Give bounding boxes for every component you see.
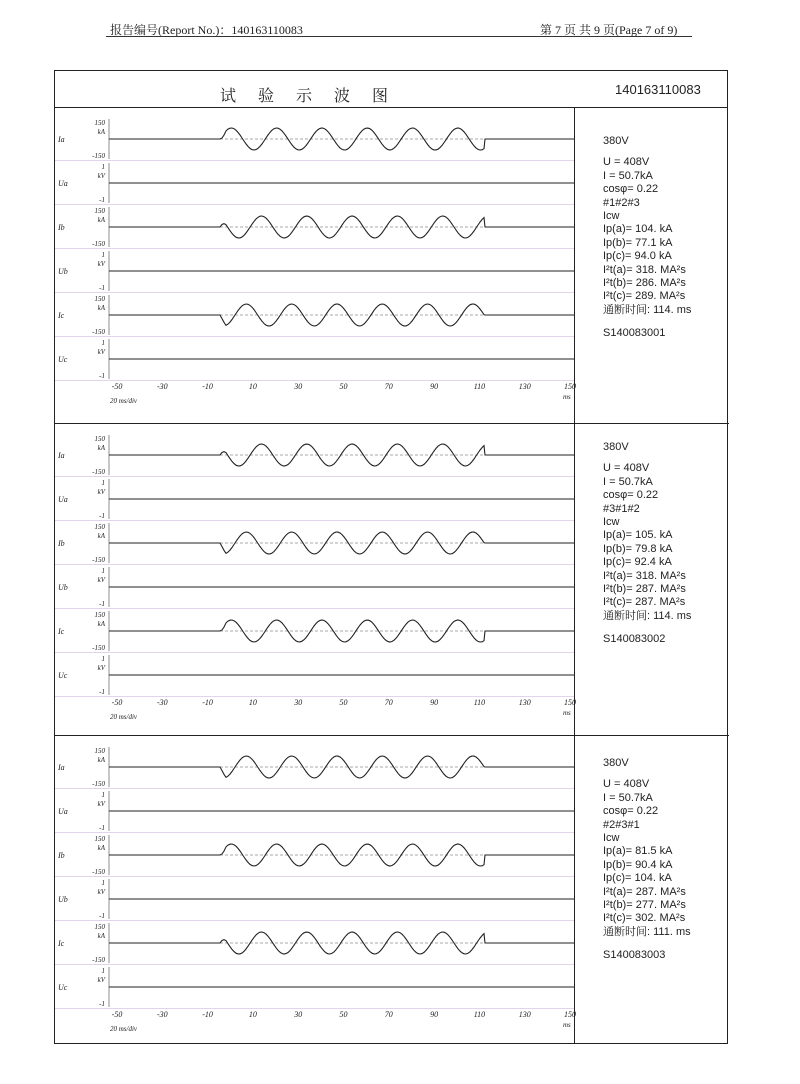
channel-scale-top: 150 (94, 207, 105, 215)
x-tick-label: 110 (473, 382, 486, 391)
channel-unit: kV (97, 576, 105, 584)
channel-unit: kA (97, 932, 105, 940)
x-tick-label: -50 (111, 1010, 123, 1019)
channel-unit: kV (97, 800, 105, 808)
channel-name: Uc (58, 355, 68, 364)
test-ipc: Ip(c)= 92.4 kA (603, 556, 672, 569)
channel-scale-bottom: -1 (99, 512, 105, 520)
test-i: I = 50.7kA (603, 791, 653, 804)
channel-scale-top: 150 (94, 611, 105, 619)
test-i2ta: I²t(a)= 318. MA²s (603, 569, 686, 582)
channel-unit: kA (97, 304, 105, 312)
channel-scale-bottom: -150 (92, 556, 105, 564)
channel-name: Ub (58, 267, 68, 276)
channel-scale-bottom: -1 (99, 912, 105, 920)
channel-scale-top: 1 (101, 967, 105, 975)
channel-scale-top: 1 (101, 567, 105, 575)
x-tick-label: 50 (339, 698, 348, 707)
test-sample-id: S140083003 (603, 949, 666, 962)
x-tick-label: 150 (564, 1010, 576, 1019)
channel-name: Ub (58, 895, 68, 904)
channel-scale-bottom: -150 (92, 780, 105, 788)
timebase-label: 20 ms/div (110, 397, 138, 405)
test-i2tb: I²t(b)= 277. MA²s (603, 899, 686, 912)
x-tick-label: 110 (473, 1010, 486, 1019)
test-sample-id: S140083001 (603, 327, 666, 340)
x-tick-label: 10 (248, 382, 257, 391)
x-tick-label: -10 (202, 698, 213, 707)
test-cos: cosφ= 0.22 (603, 183, 659, 196)
test-i2tc: I²t(c)= 287. MA²s (603, 596, 686, 609)
channel-scale-bottom: -150 (92, 868, 105, 876)
test-cos: cosφ= 0.22 (603, 805, 659, 818)
channel-scale-bottom: -150 (92, 328, 105, 336)
test-cos: cosφ= 0.22 (603, 489, 659, 502)
x-tick-label: 10 (248, 1010, 257, 1019)
channel-scale-top: 150 (94, 835, 105, 843)
x-tick-label: 30 (294, 698, 303, 707)
channel-scale-bottom: -1 (99, 284, 105, 292)
x-tick-label: -50 (111, 698, 123, 707)
test-icw: Icw (603, 516, 620, 529)
channel-name: Ia (58, 135, 65, 144)
x-tick-label: -10 (202, 1010, 213, 1019)
test-i2tc: I²t(c)= 302. MA²s (603, 912, 686, 925)
x-tick-label: 30 (294, 1010, 303, 1019)
timebase-label: 20 ms/div (110, 713, 138, 721)
test-i2ta: I²t(a)= 287. MA²s (603, 885, 686, 898)
channel-name: Uc (58, 671, 68, 680)
x-tick-label: -30 (156, 698, 168, 707)
channel-name: Ib (58, 851, 65, 860)
channel-unit: kV (97, 664, 105, 672)
channel-unit: kV (97, 348, 105, 356)
x-tick-label: -30 (156, 1010, 168, 1019)
test-u: U = 408V (603, 462, 650, 475)
channel-unit: kV (97, 488, 105, 496)
test-time: 通断时间: 114. ms (603, 609, 692, 622)
channel-scale-top: 1 (101, 655, 105, 663)
channel-name: Ua (58, 179, 68, 188)
test-phase: #2#3#1 (603, 818, 640, 831)
channel-unit: kV (97, 172, 105, 180)
test-ipa: Ip(a)= 105. kA (603, 529, 673, 542)
test-ipa: Ip(a)= 81.5 kA (603, 845, 673, 858)
x-tick-label: 30 (294, 382, 303, 391)
channel-scale-bottom: -150 (92, 956, 105, 964)
channel-name: Ic (58, 939, 65, 948)
test-info-1 (603, 135, 691, 341)
channel-name: Ic (58, 311, 65, 320)
channel-name: Ia (58, 763, 65, 772)
channel-scale-top: 1 (101, 251, 105, 259)
channel-unit: kV (97, 976, 105, 984)
test-voltage: 380V (603, 441, 629, 453)
channel-unit: kA (97, 216, 105, 224)
x-unit-label: ms (563, 709, 571, 717)
test-i2tc: I²t(c)= 289. MA²s (603, 290, 686, 303)
x-tick-label: -30 (156, 382, 168, 391)
header-rule (106, 36, 692, 37)
channel-scale-bottom: -150 (92, 152, 105, 160)
x-tick-label: -50 (111, 382, 123, 391)
channel-scale-top: 150 (94, 119, 105, 127)
test-phase: #1#2#3 (603, 196, 640, 209)
page-title: 试验示波图 (220, 86, 411, 105)
channel-unit: kA (97, 844, 105, 852)
test-u: U = 408V (603, 156, 650, 169)
channel-scale-top: 150 (94, 923, 105, 931)
test-time: 通断时间: 111. ms (603, 925, 691, 938)
channel-scale-bottom: -150 (92, 644, 105, 652)
channel-scale-bottom: -150 (92, 240, 105, 248)
test-icw: Icw (603, 210, 620, 223)
channel-unit: kV (97, 888, 105, 896)
test-ipc: Ip(c)= 104. kA (603, 872, 672, 885)
channel-unit: kA (97, 620, 105, 628)
channel-scale-top: 1 (101, 479, 105, 487)
test-info-2 (603, 441, 691, 647)
channel-unit: kA (97, 532, 105, 540)
page-number-header: 第 7 页 共 9 页(Page 7 of 9) (540, 23, 678, 37)
channel-scale-top: 150 (94, 295, 105, 303)
test-info-3 (603, 757, 691, 963)
channel-name: Ib (58, 539, 65, 548)
x-tick-label: -10 (202, 382, 213, 391)
test-i: I = 50.7kA (603, 169, 653, 182)
channel-unit: kA (97, 128, 105, 136)
channel-unit: kA (97, 444, 105, 452)
test-voltage: 380V (603, 757, 629, 769)
x-tick-label: 90 (430, 1010, 439, 1019)
x-tick-label: 70 (384, 698, 393, 707)
report-number-header: 报告编号(Report No.)：140163110083 (110, 23, 303, 37)
test-time: 通断时间: 114. ms (603, 303, 692, 316)
test-ipb: Ip(b)= 90.4 kA (603, 858, 673, 871)
channel-name: Ic (58, 627, 65, 636)
channel-scale-bottom: -1 (99, 372, 105, 380)
x-tick-label: 70 (384, 1010, 393, 1019)
x-tick-label: 10 (248, 698, 257, 707)
test-icw: Icw (603, 832, 620, 845)
test-i2ta: I²t(a)= 318. MA²s (603, 263, 686, 276)
channel-scale-top: 1 (101, 791, 105, 799)
channel-scale-bottom: -1 (99, 824, 105, 832)
test-ipb: Ip(b)= 79.8 kA (603, 542, 673, 555)
test-phase: #3#1#2 (603, 502, 640, 515)
test-i2tb: I²t(b)= 286. MA²s (603, 277, 686, 290)
x-tick-label: 150 (564, 382, 576, 391)
x-tick-label: 130 (518, 382, 531, 391)
x-tick-label: 130 (518, 698, 531, 707)
x-unit-label: ms (563, 1021, 571, 1029)
channel-unit: kA (97, 756, 105, 764)
channel-scale-bottom: -1 (99, 1000, 105, 1008)
x-tick-label: 110 (473, 698, 486, 707)
test-ipa: Ip(a)= 104. kA (603, 223, 673, 236)
test-ipc: Ip(c)= 94.0 kA (603, 250, 672, 263)
channel-unit: kV (97, 260, 105, 268)
x-tick-label: 90 (430, 382, 439, 391)
channel-scale-top: 150 (94, 747, 105, 755)
channel-scale-top: 1 (101, 339, 105, 347)
x-tick-label: 130 (518, 1010, 531, 1019)
channel-scale-bottom: -150 (92, 468, 105, 476)
test-ipb: Ip(b)= 77.1 kA (603, 236, 673, 249)
title-report-number: 140163110083 (615, 82, 701, 97)
channel-name: Ub (58, 583, 68, 592)
test-u: U = 408V (603, 778, 650, 791)
x-tick-label: 90 (430, 698, 439, 707)
channel-scale-bottom: -1 (99, 196, 105, 204)
x-tick-label: 150 (564, 698, 576, 707)
test-voltage: 380V (603, 135, 629, 147)
channel-name: Uc (58, 983, 68, 992)
channel-name: Ua (58, 495, 68, 504)
x-tick-label: 50 (339, 382, 348, 391)
x-unit-label: ms (563, 393, 571, 401)
test-sample-id: S140083002 (603, 633, 666, 646)
channel-scale-bottom: -1 (99, 600, 105, 608)
channel-scale-top: 150 (94, 435, 105, 443)
test-i: I = 50.7kA (603, 475, 653, 488)
channel-scale-top: 150 (94, 523, 105, 531)
oscillogram-frame (54, 70, 728, 1044)
channel-name: Ia (58, 451, 65, 460)
channel-scale-bottom: -1 (99, 688, 105, 696)
test-i2tb: I²t(b)= 287. MA²s (603, 583, 686, 596)
x-tick-label: 50 (339, 1010, 348, 1019)
timebase-label: 20 ms/div (110, 1025, 138, 1033)
channel-name: Ib (58, 223, 65, 232)
x-tick-label: 70 (384, 382, 393, 391)
channel-name: Ua (58, 807, 68, 816)
channel-scale-top: 1 (101, 879, 105, 887)
channel-scale-top: 1 (101, 163, 105, 171)
